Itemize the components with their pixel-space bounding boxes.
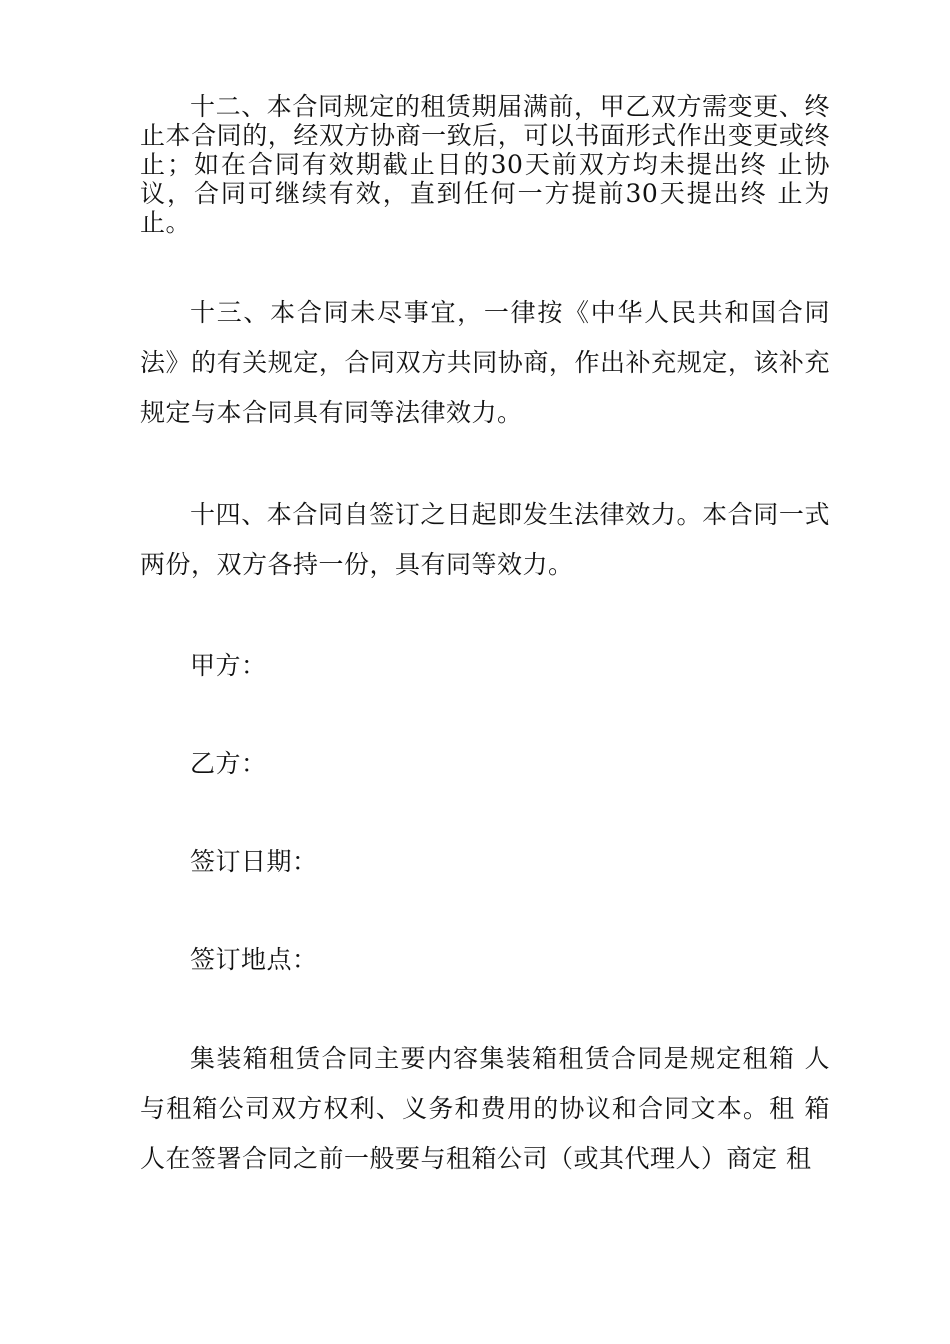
party-b-label: 乙方： [190, 749, 267, 778]
intro-paragraph: 集装箱租赁合同主要内容集装箱租赁合同是规定租箱 人与租箱公司双方权利、义务和费用的协议和合同文本。租 箱人在签署合同之前一般要与租箱公司（或其代理人）商定 租 [140, 1044, 830, 1173]
party-a-label: 甲方： [190, 651, 267, 680]
sign-place-label: 签订地点： [190, 945, 318, 974]
sign-date-label: 签订日期： [190, 847, 318, 876]
clause-14-paragraph: 十四、本合同自签订之日起即发生法律效力。本合同一式两份，双方各持一份，具有同等效力。 [140, 500, 830, 579]
clause-13-paragraph: 十三、本合同未尽事宜，一律按《中华人民共和国合同法》的有关规定，合同双方共同协商，作出补充规定，该补充规定与本合同具有同等法律效力。 [140, 298, 830, 427]
clause-12-paragraph: 十二、本合同规定的租赁期届满前，甲乙双方需变更、终止本合同的，经双方协商一致后，可以书面形式作出变更或终止；如在合同有效期截止日的30天前双方均未提出终 止协议，合同可继续有效，直到任何一方提前30天提出终 止为止。 [140, 92, 830, 237]
